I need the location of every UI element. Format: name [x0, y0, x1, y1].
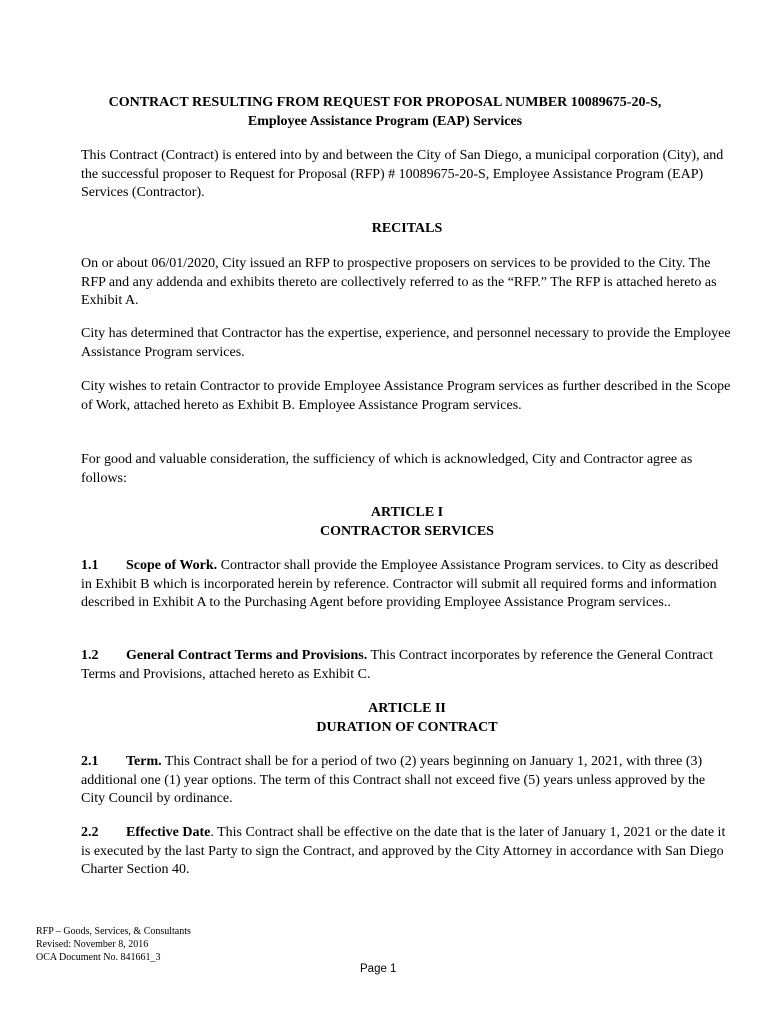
- section-text: Contractor shall provide the Employee Assistance Program services. to City as described in Exhibit B which is incorporated herein by reference. Contractor will submit all required forms and information described in Exhibit A to the Purchasing Agent before providing Employee Assistance Program services..: [81, 558, 719, 610]
- section-1-1: [81, 557, 731, 613]
- section-title: Scope of Work.: [126, 558, 218, 573]
- section-text: This Contract shall be for a period of two (2) years beginning on January 1, 2021, with three (3) additional one (1) year options. The term of this Contract shall not exceed five (5) years unless approved by the City Council by ordinance.: [81, 754, 706, 806]
- footer-line-2: Revised: November 8, 2016: [36, 939, 149, 950]
- section-title: Effective Date: [126, 825, 211, 840]
- title-line-1: CONTRACT RESULTING FROM REQUEST FOR PROPOSAL NUMBER 10089675-20-S,: [108, 95, 662, 110]
- intro-paragraph: This Contract (Contract) is entered into by and between the City of San Diego, a municipal corporation (City), and the successful proposer to Request for Proposal (RFP) # 10089675-20-S, Employee Assistance Program (EAP) Services (Contractor).: [81, 148, 724, 200]
- recitals-heading: RECITALS: [371, 221, 443, 236]
- section-2-2: [81, 824, 731, 880]
- section-title: General Contract Terms and Provisions.: [126, 648, 368, 663]
- footer-line-3: OCA Document No. 841661_3: [36, 952, 161, 963]
- footer-line-1: RFP – Goods, Services, & Consultants: [36, 926, 191, 937]
- recital-paragraph-4: For good and valuable consideration, the sufficiency of which is acknowledged, City and Contractor agree as follows:: [81, 452, 693, 486]
- document-footer: [36, 925, 191, 964]
- contract-title: [60, 93, 710, 131]
- section-1-2: [81, 647, 731, 684]
- title-line-2: Employee Assistance Program (EAP) Services: [247, 114, 523, 129]
- recital-paragraph-3: City wishes to retain Contractor to provide Employee Assistance Program services as further described in the Scope of Work, attached hereto as Exhibit B. Employee Assistance Program services.: [81, 379, 731, 413]
- article-2-title: DURATION OF CONTRACT: [316, 720, 498, 735]
- recital-paragraph-2: City has determined that Contractor has the expertise, experience, and personnel necessary to provide the Employee Assistance Program services.: [81, 326, 731, 360]
- article-1-number: ARTICLE I: [370, 505, 444, 520]
- section-text: . This Contract shall be effective on the date that is the later of January 1, 2021 or the date it is executed by the last Party to sign the Contract, and approved by the City Attorney in accordance with San Diego Charter Section 40.: [81, 825, 726, 877]
- article-2-heading: [60, 699, 754, 737]
- page-number: Page 1: [360, 963, 397, 975]
- section-number: 2.2: [81, 825, 99, 840]
- section-2-1: [81, 753, 731, 809]
- section-text: This Contract incorporates by reference the General Contract Terms and Provisions, attached hereto as Exhibit C.: [81, 648, 713, 682]
- recital-paragraph-1: On or about 06/01/2020, City issued an RFP to prospective proposers on services to be provided to the City. The RFP and any addenda and exhibits thereto are collectively referred to as the “RFP.” The RFP is attached hereto as Exhibit A.: [81, 256, 717, 308]
- section-number: 1.2: [81, 648, 99, 663]
- article-1-heading: [60, 503, 754, 541]
- section-number: 2.1: [81, 754, 99, 769]
- section-title: Term.: [126, 754, 162, 769]
- article-1-title: CONTRACTOR SERVICES: [320, 524, 494, 539]
- article-2-number: ARTICLE II: [368, 701, 446, 716]
- section-number: 1.1: [81, 558, 99, 573]
